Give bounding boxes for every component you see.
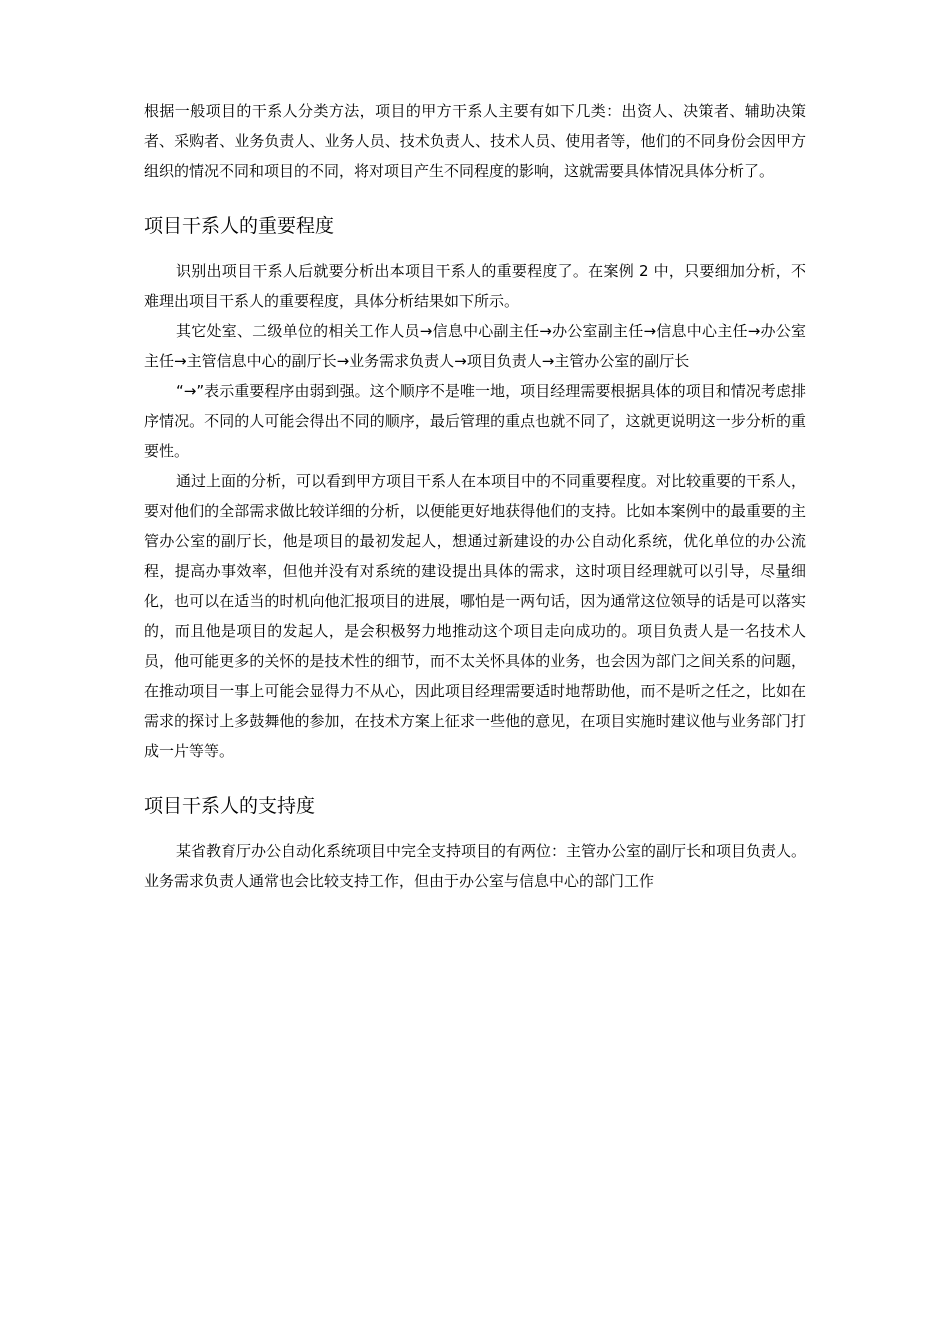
paragraph-analysis-detail: 通过上面的分析，可以看到甲方项目干系人在本项目中的不同重要程度。对比较重要的干系人，要对他们的全部需求做比较详细的分析，以便能更好地获得他们的支持。比如本案例中的最重要的主管办公室的副厅长，他是项目的最初发起人，想通过新建设的办公自动化系统，优化单位的办公流程，提高办事效率，但他并没有对系统的建设提出具体的需求，这时项目经理就可以引导，尽量细化，也可以在适当的时机向他汇报项目的进展，哪怕是一两句话，因为通常这位领导的话是可以落实的，而且他是项目的发起人，是会积极努力地推动这个项目走向成功的。项目负责人是一名技术人员，他可能更多的关怀的是技术性的细节，而不太关怀具体的业务，也会因为部门之间关系的问题，在推动项目一事上可能会显得力不从心，因此项目经理需要适时地帮助他，而不是听之任之，比如在需求的探讨上多鼓舞他的参加，在技术方案上征求一些他的意见，在项目实施时建议他与业务部门打成一片等等。 — [144, 472, 807, 760]
paragraph-importance-ranking: 其它处室、二级单位的相关工作人员→信息中心副主任→办公室副主任→信息中心主任→办公室主任→主管信息中心的副厅长→业务需求负责人→项目负责人→主管办公室的副厅长 — [144, 322, 806, 370]
document-page — [144, 96, 806, 896]
paragraph-stakeholder-categories: 根据一般项目的干系人分类方法，项目的甲方干系人主要有如下几类：出资人、决策者、辅助决策者、采购者、业务负责人、业务人员、技术负责人、技术人员、使用者等，他们的不同身份会因甲方组织的情况不同和项目的不同，将对项目产生不同程度的影响，这就需要具体情况具体分析了。 — [144, 102, 806, 180]
paragraph-arrow-meaning: “→”表示重要程序由弱到强。这个顺序不是唯一地，项目经理需要根据具体的项目和情况考虑排序情况。不同的人可能会得出不同的顺序，最后管理的重点也就不同了，这就更说明这一步分析的重要性。 — [144, 382, 806, 460]
heading-stakeholder-support: 项目干系人的支持度 — [144, 795, 316, 817]
heading-stakeholder-importance: 项目干系人的重要程度 — [144, 215, 335, 237]
paragraph-identify-importance: 识别出项目干系人后就要分析出本项目干系人的重要程度了。在案例 2 中，只要细加分析，不难理出项目干系人的重要程度，具体分析结果如下所示。 — [144, 262, 806, 310]
paragraph-support-level: 某省教育厅办公自动化系统项目中完全支持项目的有两位：主管办公室的副厅长和项目负责人。业务需求负责人通常也会比较支持工作，但由于办公室与信息中心的部门工作 — [144, 842, 807, 890]
